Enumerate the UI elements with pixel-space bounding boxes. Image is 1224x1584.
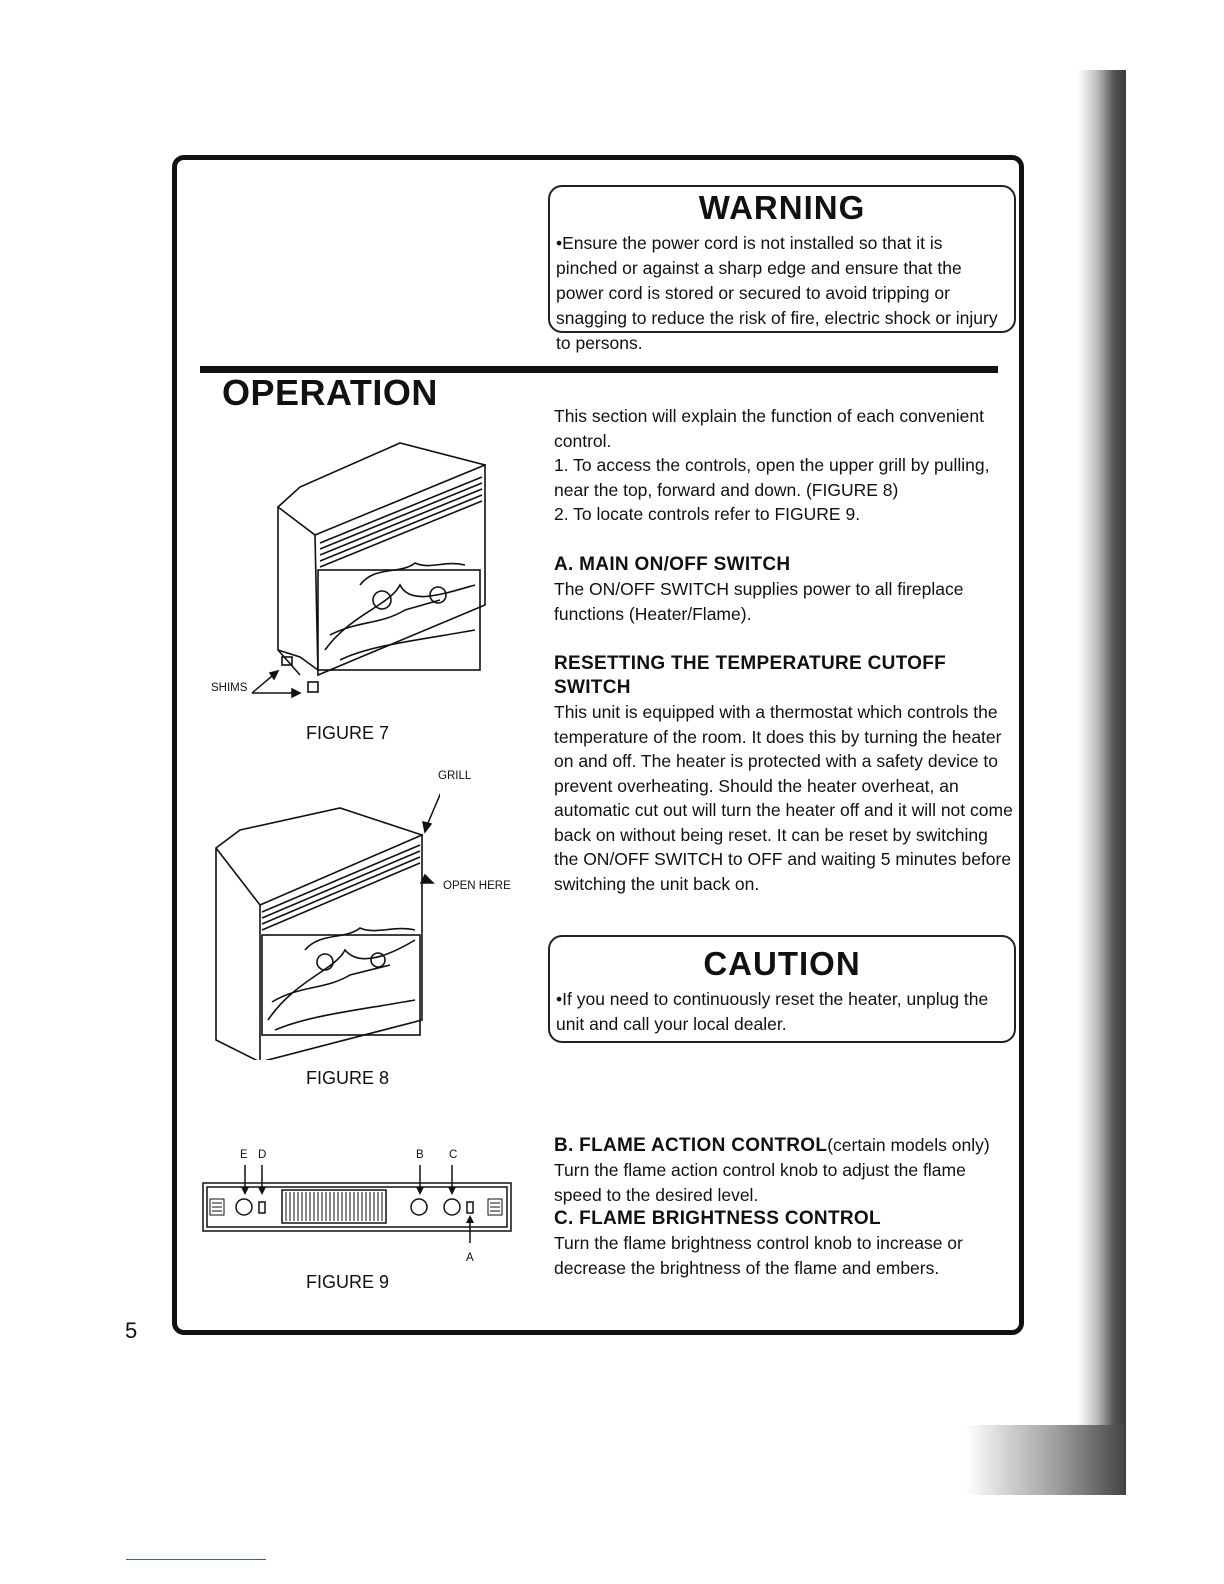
flame-brightness-text: Turn the flame brightness control knob to increase or decrease the brightness of the flame and embers. [554,1233,963,1278]
label-b: B [416,1149,424,1161]
label-c: C [449,1149,458,1161]
grill-label: GRILL [438,770,472,782]
step-1: 1. To access the controls, open the upper grill by pulling, near the top, forward and down. (FIGURE 8) [554,455,990,500]
label-e: E [240,1149,248,1161]
intro-block [554,404,1014,527]
warning-title: WARNING [698,189,866,226]
warning-text: •Ensure the power cord is not installed so that it is pinched or against a sharp edge and ensure that the power cord is stored or secured to avoid tripping or snagging to reduce the risk of fire, electric shock or injury to persons. [556,233,998,353]
reset-text: This unit is equipped with a thermostat which controls the temperature of the room. It does this by turning the heater on and off. The heater is protected with a safety device to prevent overheating. Should the heater overheat, an automatic cut out will turn the heater off and it will not come back on without being reset. It can be reset by switching the ON/OFF SWITCH to OFF and waiting 5 minutes before switching the unit back on. [554,702,1013,894]
flame-action-heading-line [554,1133,1014,1158]
flame-action-text: Turn the flame action control knob to adjust the flame speed to the desired level. [554,1160,966,1205]
figure-9-caption: FIGURE 9 [306,1272,390,1292]
figure-8-illustration [200,790,440,1060]
figure-8-caption: FIGURE 8 [306,1068,390,1088]
reset-block [554,652,1014,896]
operation-title: OPERATION [222,372,438,413]
figure-7-illustration [200,435,500,705]
figure-7-caption: FIGURE 7 [306,723,390,743]
figure-9-illustration [200,1165,520,1245]
intro-text: This section will explain the function of each convenient control. [554,406,984,451]
flame-action-note: (certain models only) [827,1135,990,1155]
reset-heading: RESETTING THE TEMPERATURE CUTOFF SWITCH [554,653,947,698]
main-switch-heading: A. MAIN ON/OFF SWITCH [554,554,791,575]
warning-box [548,185,1016,353]
bottom-underline [126,1559,266,1560]
shims-label: SHIMS [211,682,248,694]
flame-brightness-heading: C. FLAME BRIGHTNESS CONTROL [554,1208,881,1229]
page-number: 5 [125,1318,138,1343]
page-edge-shadow [1078,70,1126,1495]
flame-action-heading: B. FLAME ACTION CONTROL [554,1135,828,1156]
main-switch-block [554,553,1014,626]
caution-title: CAUTION [703,945,861,982]
flame-action-block [554,1133,1014,1280]
open-here-label: OPEN HERE [443,880,511,892]
main-switch-text: The ON/OFF SWITCH supplies power to all fireplace functions (Heater/Flame). [554,579,964,624]
label-a: A [466,1252,474,1264]
caution-box [548,935,1016,1043]
caution-text: •If you need to continuously reset the heater, unplug the unit and call your local dealer. [556,989,989,1034]
step-2: 2. To locate controls refer to FIGURE 9. [554,504,861,524]
page-corner-shadow [965,1425,1125,1495]
label-d: D [258,1149,267,1161]
